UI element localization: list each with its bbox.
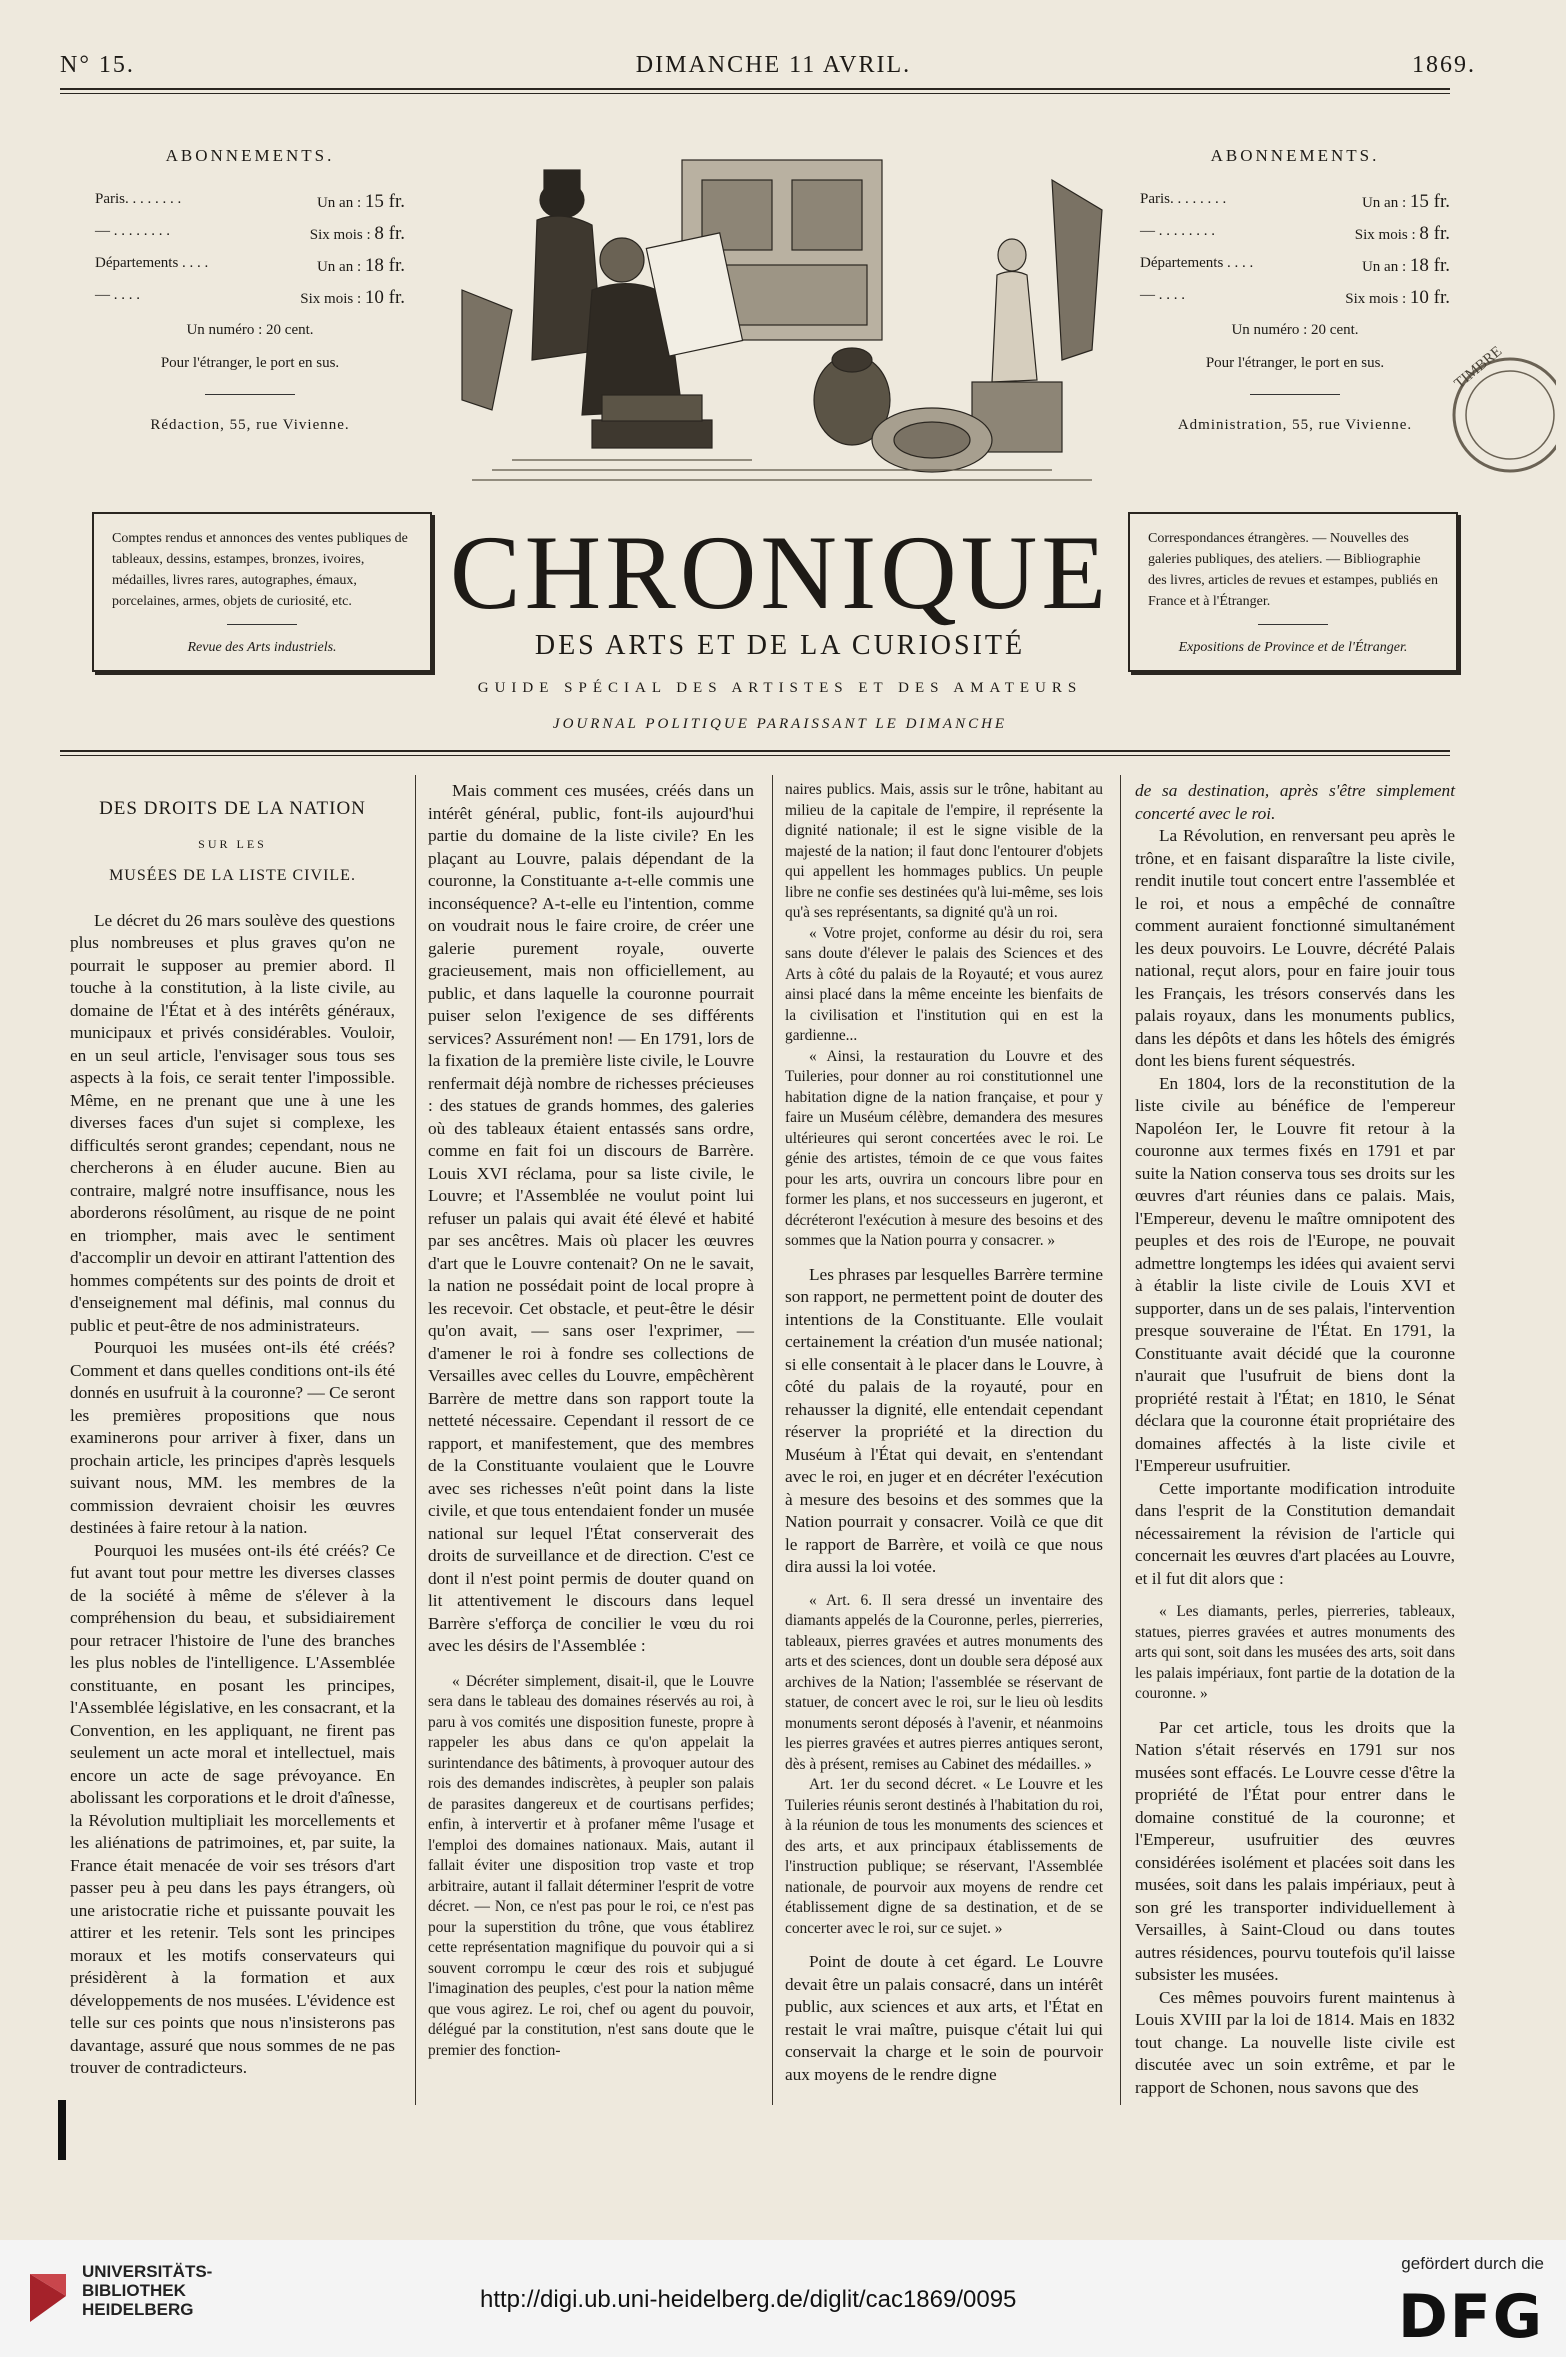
- digitization-footer: [0, 2240, 1566, 2357]
- column-4: [1135, 780, 1455, 2099]
- header-rule-thin: [60, 93, 1450, 94]
- subscription-row: — . . . . Six mois : 10 fr.: [95, 287, 405, 308]
- subscription-row: Paris. . . . . . . . Un an : 15 fr.: [95, 191, 405, 212]
- paragraph: Ces mêmes pouvoirs furent maintenus à Louis XVIII par la loi de 1814. Mais en 1832 tout change. La nouvelle liste civile est discutée avec un soin extrême, et par le rapport de Schonen, nous savons que des: [1135, 1987, 1455, 2097]
- paragraph: Point de doute à cet égard. Le Louvre devait être un palais consacré, dans un intérêt public, aux sciences et aux arts, et l'État en restait le vrai maître, puisque c'était lui qui conservait la charge et le soin de pourvoir aux moyens de le rendre digne: [785, 1952, 1103, 2084]
- quote-paragraph: « Ainsi, la restauration du Louvre et des Tuileries, pour donner au roi constitutionnel une habitation digne de la nation française, et pour y faire un Muséum célèbre, demandera des mesures ultérieures qui seront concertées avec le roi. Le génie des artistes, témoin de ce que vous faites pour les arts, ouvrira un concours libre pour en former les plans, et nos successeurs en jugeront, et décréteront l'exécution à mesure des besoins et des sommes que la Nation pourra y consacrer. »: [785, 1047, 1103, 1249]
- editorial-address: Rédaction, 55, rue Vivienne.: [150, 417, 350, 433]
- masthead-subtitle: DES ARTS ET DE LA CURIOSITÉ: [534, 630, 1026, 661]
- binding-mark: [58, 2100, 66, 2160]
- subscriptions-right: [1140, 146, 1450, 434]
- issue-number: N° 15.: [60, 52, 135, 78]
- column-2: [428, 780, 754, 2061]
- paragraph: Mais comment ces musées, créés dans un intérêt général, public, font-ils aujourd'hui partie du domaine de la liste civile? En les plaçant au Louvre, palais dépendant de la couronne, la Constituante a-t-elle commis une inconséquence? A-t-elle eu l'intention, comme on voudrait nous le faire croire, de créer une galerie purement royale, ouverte gracieusement, mais non officiellement, au public, et dans laquelle la couronne pourrait puiser selon l'exigence de ses différents services? Assurément non! — En 1791, lors de la fixation de la première liste civile, le Louvre renfermait déjà nombre de richesses précieuses : des statues de grands hommes, des galeries où des tableaux étaient entassés sans ordre, comme en fait foi un discours de Barrère. Louis XVI réclama, pour sa liste civile, le Louvre; et l'Assemblée ne voulut point lui refuser un palais qui avait été élevé et habité par ses ancêtres. Mais où placer les œuvres d'art que le Louvre contenait? On ne le savait, la nation ne possédait point de local propre à les recevoir. Cet obstacle, et peut-être le désir qu'on avait, — sans oser l'exprimer, — d'amener le roi à fondre ses collections de Versailles avec celles du Louvre, empêchèrent Barrère de mettre dans son rapport toute la netteté nécessaire. Cependant il ressort de ce rapport, et manifestement, que des membres de la Constituante voulaient que le Louvre avec ses richesses n'eût point dans la liste civile, et que tous entendaient fonder un musée national sur lequel l'État conserverait des droits de surveillance et de direction. C'est ce dont il n'est point permis de douter quand on lit attentivement le discours dans lequel Barrère s'efforça de concilier le vœu du roi avec les désirs de l'Assemblée :: [428, 781, 754, 1655]
- box-left-text: Comptes rendus et annonces des ventes publiques de tableaux, dessins, estampes, bronzes, ivoires, médailles, livres rares, autographes, émaux, porcelaines, armes, objets de curiosité, etc.: [112, 531, 408, 609]
- article-title: DES DROITS DE LA NATION: [99, 798, 366, 819]
- single-issue-price: Un numéro : 20 cent.: [186, 322, 314, 338]
- box-right: [1128, 512, 1458, 672]
- quote-paragraph: « Décréter simplement, disait-il, que le Louvre sera dans le tableau des domaines réservés au roi, à paru à vos comités une disposition funeste, propre à rappeler les abus dans ce qu'on appelait la surintendance des bâtiments, à provoquer autour des rois des demandes indiscrètes, à peupler son palais de parasites dangereux et de courtisans perfides; enfin, à intervertir et à profaner même l'usage et l'emploi des domaines nationaux. Mais, autant il fallait éviter une disposition trop vaste et trop arbitraire, autant il fallait déterminer l'esprit de votre décret. — Non, ce n'est pas pour le roi, ce n'est pas pour la superstition du trône, que vous établirez cette représentation magnifique du pouvoir qui a si souvent corrompu le cœur des rois et subjugué l'imagination des peuples, c'est pour la nation même que vous agirez. Le roi, chef ou agent du pouvoir, délégué par la constitution, n'est sans doute que le premier des fonction-: [428, 1672, 754, 2059]
- paragraph: Pourquoi les musées ont-ils été créés? Ce fut avant tout pour mettre les diverses classes de la société à même de s'élever à la compréhension du beau, et subsidiairement pour retracer l'histoire de l'une des branches les plus nobles de l'intelligence. L'Assemblée constituante, en posant les principes, l'Assemblée législative, en les consacrant, et la Convention, en les appliquant, ne firent pas seulement un acte moral et intellectuel, mais encore un acte de sage prévoyance. En abolissant les corporations et le droit d'aînesse, la Révolution multipliait les morcellements et les aliénations de patrimoines, et, par suite, la France était menacée de voir ses trésors d'art passer peu à peu dans les pays étrangers, où une aristocratie riche et puissante pouvait les attirer et les retenir. Tels sont les principes moraux et les motifs conservateurs qui présidèrent à la formation et aux développements de nos musées. L'évidence est telle sur ces points que nous n'insisterons pas davantage, assuré que nous sommes de ne pas trouver de contradicteurs.: [70, 1540, 395, 2077]
- subscription-row: — . . . . . . . . Six mois : 8 fr.: [1140, 223, 1450, 244]
- university-logo-icon: [26, 2266, 70, 2326]
- masthead-journal: JOURNAL POLITIQUE PARAISSANT LE DIMANCHE: [552, 716, 1008, 732]
- box-right-text: Correspondances étrangères. — Nouvelles des galeries publiques, des ateliers. — Bibliographie des livres, articles de revues et estampes, publiés en France et à l'Étranger.: [1148, 531, 1439, 609]
- column-rule: [772, 775, 773, 2105]
- issue-year: 1869.: [1412, 52, 1476, 78]
- paragraph: En 1804, lors de la reconstitution de la liste civile au bénéfice de l'empereur Napoléon Ier, le Louvre fit retour à la couronne aux termes fixés en 1791 et par suite la Nation conserva tous ses droits sur les œuvres d'art réunies dans ce palais. Mais, l'Empereur, devenu le maître omnipotent des peuples et des rois de l'Europe, ne pouvait admettre longtemps les idées qui avaient servi à établir la liste civile de Louis XVI et supporter, dans un de ses palais, l'intervention presque souveraine de l'État. En 1791, la Constituante avait décidé que la couronne n'aurait que l'usufruit de biens dont la propriété restait à l'État; en 1810, le Sénat déclara que la couronne était propriétaire des domaines affectés à la liste civile et l'Empereur usufruitier.: [1135, 1073, 1455, 1475]
- tax-stamp: [1440, 340, 1556, 490]
- administration-address: Administration, 55, rue Vivienne.: [1177, 417, 1413, 433]
- paragraph: Les phrases par lesquelles Barrère termine son rapport, ne permettent point de douter des intentions de la Constituante. Elle voulait certainement la création d'un musée national; si elle consentait à le placer dans le Louvre, à côté du palais de la royauté, pour en rehausser la dignité, elle entendait cependant réserver la propriété et la direction du Muséum à l'État qui devait, en s'entendant avec le roi, en juger et en décréter l'exécution à mesure des besoins et des sommes que la Nation pourrait y consacrer. Voilà ce que dit le rapport de Barrère, et voilà ce que nous dira aussi la loi votée.: [785, 1264, 1103, 1576]
- page-url-link[interactable]: http://digi.ub.uni-heidelberg.de/diglit/cac1869/0095: [480, 2286, 1017, 2313]
- paragraph: Le décret du 26 mars soulève des questions plus nombreuses et plus graves qu'on ne pourrait le supposer au premier abord. Il touche à la constitution, à la liste civile, au domaine de l'État et à des intérêts généraux, municipaux et privés considérables. Vouloir, en un seul article, l'envisager sous tous ses aspects à la fois, ce serait tenter l'impossible. Même, en ne prenant que une à une les diverses faces d'un sujet si complexe, les difficultés seront grandes; cependant, nous ne chercherons à en éluder aucune. Bien au contraire, malgré notre insuffisance, nous les aborderons résolûment, au risque de ne point en triompher, mais avec le sentiment d'accomplir un devoir en attirant l'attention des hommes compétents sur des points de droit et d'enseignement mal définis, mal connus du public et peut-être de nos administrateurs.: [70, 910, 395, 1335]
- paragraph: La Révolution, en renversant peu après le trône, et en faisant disparaître la liste civile, rendit inutile tout concert entre l'assemblée et le roi, et nous a empêché de connaître comment auraient fonctionné simultanément les deux pouvoirs. Le Louvre, décrété Palais national, reçut alors, pour en faire jouir tous les Français, les trésors conservés dans les palais royaux, dans les monuments publics, dans les dépôts et dans les hôtels des émigrés dont les biens furent séquestrés.: [1135, 826, 1455, 1070]
- box-left-footer: Revue des Arts industriels.: [187, 640, 337, 655]
- quote-paragraph: « Art. 6. Il sera dressé un inventaire des diamants appelés de la Couronne, perles, pierreries, tableaux, pierres gravées et autres monuments des arts et des sciences, dont un double sera déposé aux archives de la Nation; l'assemblée se réservant de statuer, de concert avec le roi, sur le lieu où lesdits monuments seront déposés à l'avenir, et néanmoins les pierres gravées et autres pierres antiques seront, dès à présent, remises au Cabinet des médailles. »: [785, 1591, 1103, 1773]
- library-name: UNIVERSITÄTS- BIBLIOTHEK HEIDELBERG: [82, 2262, 213, 2319]
- header-rule: [60, 88, 1450, 90]
- subscriptions-title: ABONNEMENTS.: [165, 146, 335, 165]
- divider: [1250, 394, 1340, 395]
- masthead-title: CHRONIQUE: [449, 514, 1111, 631]
- single-issue-price: Un numéro : 20 cent.: [1231, 322, 1359, 338]
- subscriptions-left: [95, 146, 405, 434]
- quote-paragraph: Art. 1er du second décret. « Le Louvre et les Tuileries réunis seront destinés à l'habitation du roi, à la réunion de tous les monuments des sciences et des arts, et aux principaux établissements de l'instruction publique; se réservant, l'Assemblée nationale, de pourvoir aux moyens de rendre cet établissement digne de sa destination, et de se concerter avec le roi, sur ce sujet. »: [785, 1776, 1103, 1937]
- paragraph: Pourquoi les musées ont-ils été créés? Comment et dans quelles conditions ont-ils été donnés en usufruit à la couronne? — Ce seront les premières propositions que nous examinerons pour arriver à fixer, dans un prochain article, les principes d'après lesquels suivant nous, MM. les membres de la commission devraient choisir les œuvres destinées à faire retour à la nation.: [70, 1338, 395, 1537]
- quote-paragraph: naires publics. Mais, assis sur le trône, habitant au milieu de la capitale de l'empire, il représente la dignité nationale; il est le signe visible de la majesté de la nation; il faut donc l'entourer d'objets qui appellent les hommages publics. Un peuple libre ne confie ses destinées qu'à lui-même, ses lois qu'à ses représentants, sa dignité qu'à un roi.: [785, 781, 1103, 921]
- subscription-row: Départements . . . . Un an : 18 fr.: [95, 255, 405, 276]
- paragraph: Par cet article, tous les droits que la Nation s'était réservés en 1791 sur nos musées sont effacés. Le Louvre cesse d'être la propriété de l'État pour entrer dans le domaine constitué de la couronne; et l'Empereur, usufruitier des œuvres considérées isolément et placées soit dans les musées, soit dans les palais impériaux, peut à son gré les transporter individuellement à Versailles, à Saint-Cloud ou dans toutes autres résidences, pourvu toutefois qu'il laisse subsister les musées.: [1135, 1717, 1455, 1984]
- article-subtitle: MUSÉES DE LA LISTE CIVILE.: [109, 867, 356, 884]
- divider: [205, 394, 295, 395]
- box-left: [92, 512, 432, 672]
- paragraph: de sa destination, après s'être simplement concerté avec le roi.: [1135, 781, 1455, 823]
- column-1: [70, 780, 395, 2080]
- column-3: [785, 780, 1103, 2086]
- article-sur: SUR LES: [198, 836, 267, 851]
- column-rule: [415, 775, 416, 2105]
- divider: [227, 624, 297, 625]
- issue-header: [60, 52, 1476, 79]
- box-right-footer: Expositions de Province et de l'Étranger.: [1178, 640, 1408, 655]
- engraving-illustration: [452, 150, 1114, 490]
- sponsor-label: gefördert durch die: [1401, 2254, 1544, 2273]
- subscription-row: Paris. . . . . . . . Un an : 15 fr.: [1140, 191, 1450, 212]
- subscription-row: — . . . . Six mois : 10 fr.: [1140, 287, 1450, 308]
- foreign-note: Pour l'étranger, le port en sus.: [160, 355, 340, 371]
- dfg-logo: DFG: [1397, 2282, 1544, 2352]
- issue-date: DIMANCHE 11 AVRIL.: [635, 52, 912, 78]
- divider: [1258, 624, 1328, 625]
- masthead-guide: GUIDE SPÉCIAL DES ARTISTES ET DES AMATEURS: [477, 680, 1083, 696]
- foreign-note: Pour l'étranger, le port en sus.: [1205, 355, 1385, 371]
- masthead-rule: [60, 750, 1450, 752]
- subscriptions-title: ABONNEMENTS.: [1210, 146, 1380, 165]
- stamp-text: TIMBRE: [1451, 343, 1506, 393]
- quote-paragraph: « Les diamants, perles, pierreries, tableaux, statues, pierres gravées et autres monuments des arts qui sont, soit dans les musées des arts, soit dans les palais impériaux, font partie de la dotation de la couronne. »: [1135, 1603, 1455, 1702]
- subscription-row: Départements . . . . Un an : 18 fr.: [1140, 255, 1450, 276]
- masthead-rule-thin: [60, 755, 1450, 756]
- column-rule: [1120, 775, 1121, 2105]
- paragraph: Cette importante modification introduite dans l'esprit de la Constitution demandait nécessairement la révision de l'article qui concernait les œuvres d'art placées au Louvre, et il fut dit alors que :: [1135, 1478, 1455, 1588]
- quote-paragraph: « Votre projet, conforme au désir du roi, sera sans doute d'élever le palais des Sciences et des Arts à côté du palais de la Royauté; et vous aurez ainsi placé dans la même enceinte les bienfaits de la civilisation et l'institution qui en est la gardienne...: [785, 924, 1103, 1044]
- subscription-row: — . . . . . . . . Six mois : 8 fr.: [95, 223, 405, 244]
